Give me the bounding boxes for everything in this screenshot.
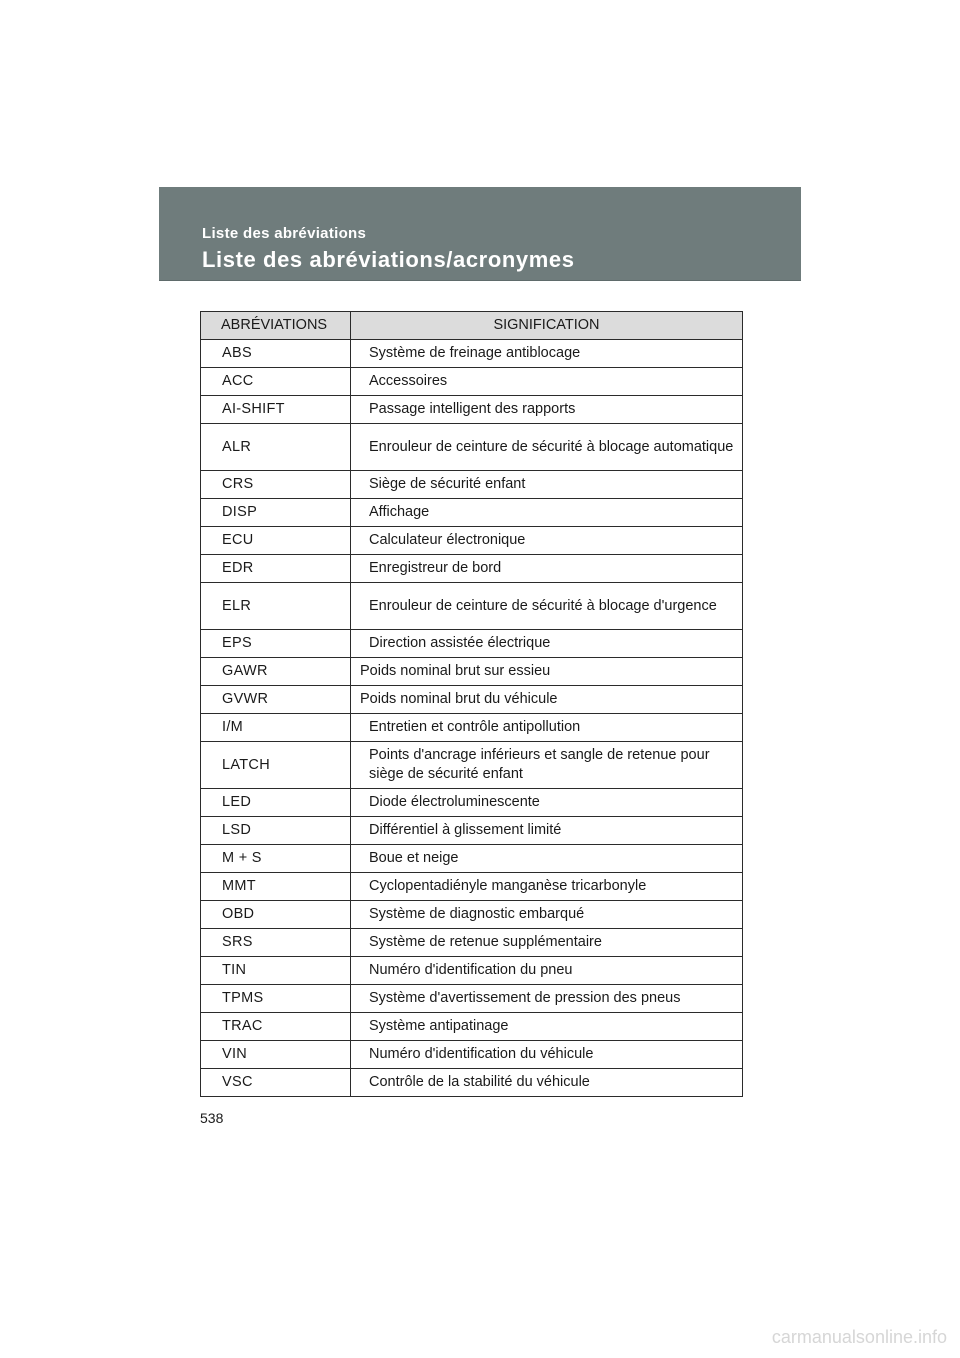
abbreviation-cell: ACC — [201, 368, 351, 396]
table-row — [201, 742, 743, 789]
meaning-cell: Passage intelligent des rapports — [351, 396, 743, 424]
abbreviation-cell: I/M — [201, 714, 351, 742]
meaning-cell: Système de freinage antiblocage — [351, 340, 743, 368]
table-row — [201, 686, 743, 714]
table-row — [201, 396, 743, 424]
watermark: carmanualsonline.info — [771, 1327, 947, 1347]
table-row — [201, 789, 743, 817]
abbreviation-cell: ECU — [201, 527, 351, 555]
abbreviation-cell: M + S — [201, 845, 351, 873]
table-row — [201, 901, 743, 929]
meaning-cell: Système de diagnostic embarqué — [351, 901, 743, 929]
table-row — [201, 845, 743, 873]
meaning-cell: Système de retenue supplémentaire — [351, 929, 743, 957]
meaning-cell: Cyclopentadiényle manganèse tricarbonyle — [351, 873, 743, 901]
abbreviation-cell: VIN — [201, 1041, 351, 1069]
table-row — [201, 471, 743, 499]
abbreviation-cell: OBD — [201, 901, 351, 929]
abbreviation-cell: VSC — [201, 1069, 351, 1097]
abbreviation-cell: LSD — [201, 817, 351, 845]
meaning-cell: Entretien et contrôle antipollution — [351, 714, 743, 742]
meaning-cell: Contrôle de la stabilité du véhicule — [351, 1069, 743, 1097]
abbreviation-cell: ABS — [201, 340, 351, 368]
meaning-cell: Poids nominal brut sur essieu — [351, 658, 743, 686]
abbreviations-table — [200, 311, 743, 1097]
abbreviation-cell: CRS — [201, 471, 351, 499]
abbreviation-cell: ELR — [201, 583, 351, 630]
abbreviation-cell: SRS — [201, 929, 351, 957]
section-label: Liste des abréviations — [202, 225, 367, 242]
meaning-cell: Calculateur électronique — [351, 527, 743, 555]
column-header-signification: SIGNIFICATION — [351, 312, 743, 340]
table-row — [201, 340, 743, 368]
abbreviation-cell: DISP — [201, 499, 351, 527]
abbreviation-cell: LED — [201, 789, 351, 817]
meaning-cell: Direction assistée électrique — [351, 630, 743, 658]
meaning-cell: Diode électroluminescente — [351, 789, 743, 817]
meaning-cell: Enrouleur de ceinture de sécurité à blocage automatique — [351, 424, 743, 471]
meaning-cell: Système d'avertissement de pression des pneus — [351, 985, 743, 1013]
table-row — [201, 658, 743, 686]
table-row — [201, 527, 743, 555]
table-row — [201, 957, 743, 985]
abbreviation-cell: GVWR — [201, 686, 351, 714]
abbreviation-cell: TIN — [201, 957, 351, 985]
page-title: Liste des abréviations/acronymes — [202, 247, 575, 272]
meaning-cell: Enregistreur de bord — [351, 555, 743, 583]
abbreviation-cell: MMT — [201, 873, 351, 901]
table-row — [201, 873, 743, 901]
table-header-row — [201, 312, 743, 340]
table-row — [201, 985, 743, 1013]
meaning-cell: Numéro d'identification du véhicule — [351, 1041, 743, 1069]
table-row — [201, 424, 743, 471]
table-row — [201, 1013, 743, 1041]
meaning-cell: Différentiel à glissement limité — [351, 817, 743, 845]
abbreviation-cell: EPS — [201, 630, 351, 658]
table-row — [201, 555, 743, 583]
table-row — [201, 583, 743, 630]
abbreviation-cell: TPMS — [201, 985, 351, 1013]
table-row — [201, 368, 743, 396]
table-row — [201, 1069, 743, 1097]
section-header-band — [159, 187, 801, 281]
abbreviation-cell: ALR — [201, 424, 351, 471]
meaning-cell: Système antipatinage — [351, 1013, 743, 1041]
abbreviation-cell: EDR — [201, 555, 351, 583]
table-row — [201, 1041, 743, 1069]
meaning-cell: Numéro d'identification du pneu — [351, 957, 743, 985]
abbreviation-cell: LATCH — [201, 742, 351, 789]
table-row — [201, 714, 743, 742]
abbreviation-cell: GAWR — [201, 658, 351, 686]
table-row — [201, 929, 743, 957]
meaning-cell: Poids nominal brut du véhicule — [351, 686, 743, 714]
meaning-cell: Boue et neige — [351, 845, 743, 873]
meaning-cell: Affichage — [351, 499, 743, 527]
table-row — [201, 817, 743, 845]
column-header-abbreviations: ABRÉVIATIONS — [201, 312, 351, 340]
meaning-cell: Enrouleur de ceinture de sécurité à blocage d'urgence — [351, 583, 743, 630]
meaning-cell: Siège de sécurité enfant — [351, 471, 743, 499]
table-row — [201, 499, 743, 527]
meaning-cell: Points d'ancrage inférieurs et sangle de retenue pour siège de sécurité enfant — [351, 742, 743, 789]
meaning-cell: Accessoires — [351, 368, 743, 396]
abbreviation-cell: TRAC — [201, 1013, 351, 1041]
page-number: 538 — [200, 1110, 224, 1126]
abbreviation-cell: AI-SHIFT — [201, 396, 351, 424]
table-row — [201, 630, 743, 658]
